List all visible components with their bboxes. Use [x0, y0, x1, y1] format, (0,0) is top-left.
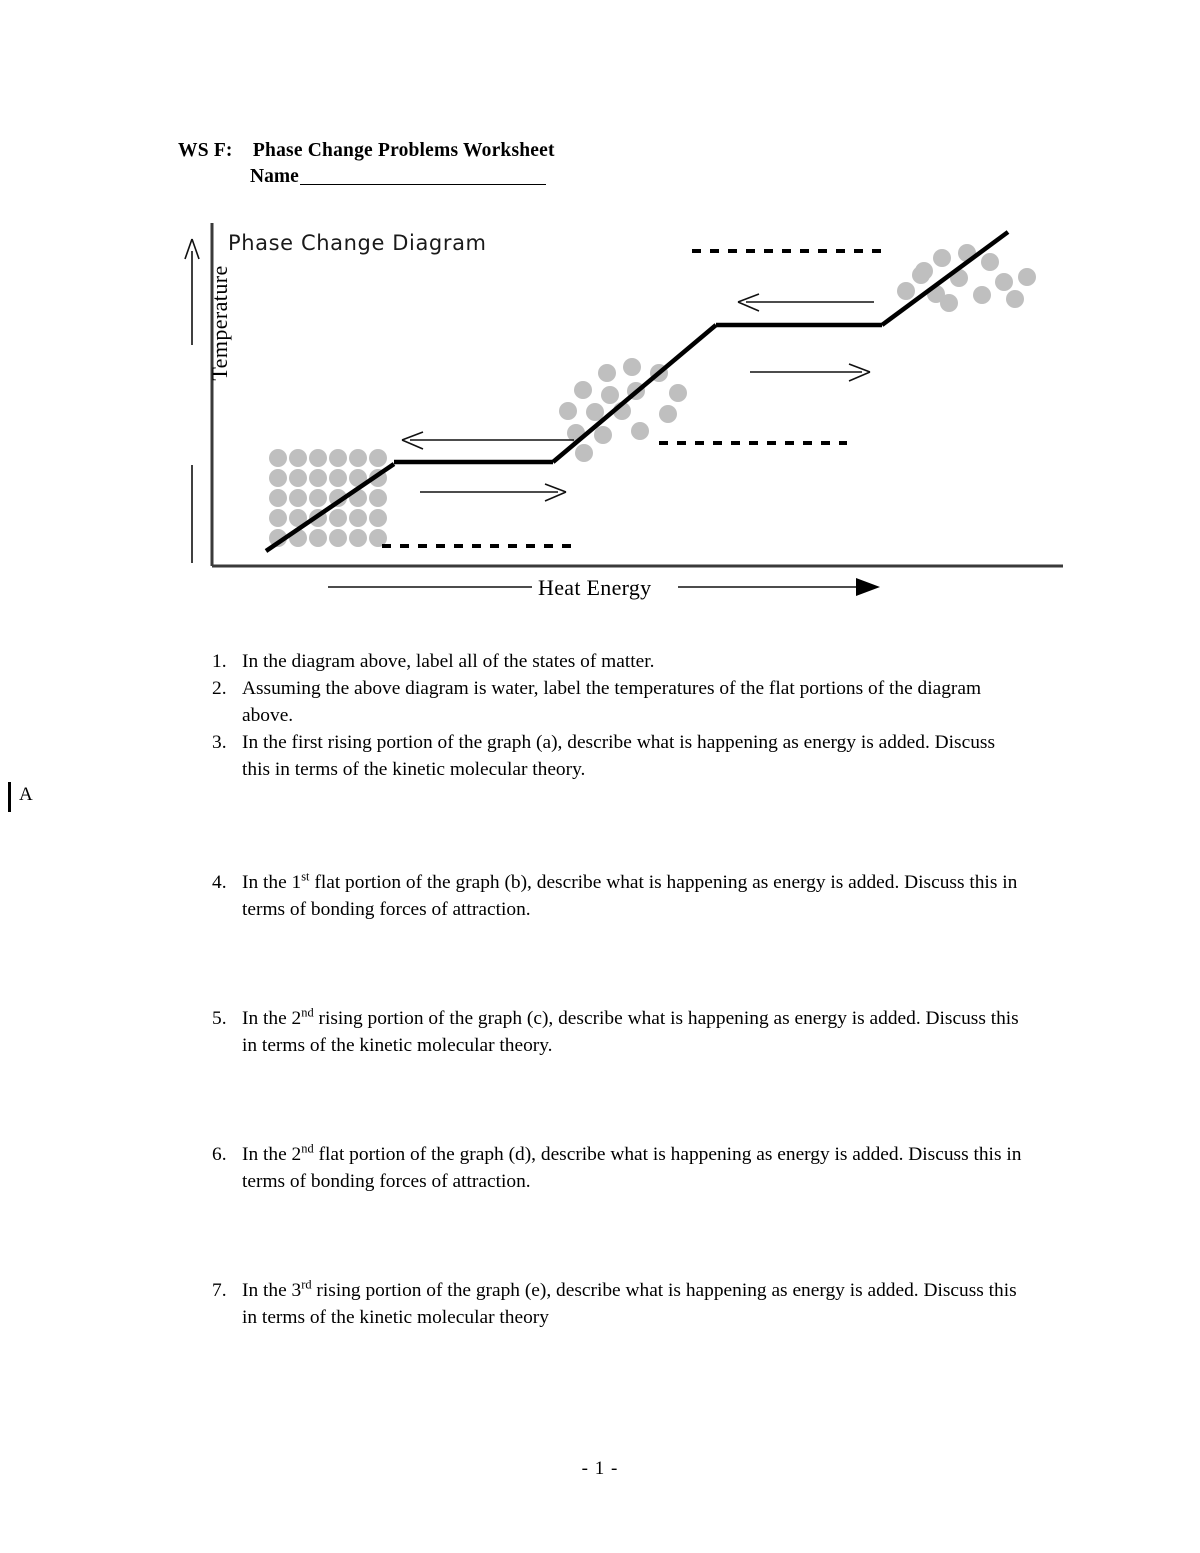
margin-letter: A: [19, 784, 33, 805]
arrow-left-above-second-plateau: [738, 294, 874, 311]
question-number: 3.: [212, 732, 227, 753]
solid-particle-cluster: [269, 449, 387, 547]
margin-change-bar: [8, 782, 11, 812]
y-axis-label: Temperature: [207, 265, 232, 381]
answer-space-4[interactable]: [212, 923, 1024, 1005]
gas-particle-cluster: [897, 244, 1036, 312]
ordinal-suffix: nd: [301, 1141, 314, 1156]
arrow-right-below-second-plateau: [750, 364, 870, 381]
question-text-suffix: rising portion of the graph (c), describe what is happening as energy is added. Discuss this in terms of the kinetic molecular theory.: [242, 1008, 1019, 1056]
question-number: 4.: [212, 872, 227, 893]
x-axis-label: Heat Energy: [538, 575, 652, 600]
question-text: [242, 1005, 1024, 1059]
phase-change-chart-svg: [170, 215, 1070, 605]
ordinal-suffix: st: [301, 869, 310, 884]
question-number: 7.: [212, 1280, 227, 1301]
question-number: 1.: [212, 651, 227, 672]
question-number: 5.: [212, 1008, 227, 1029]
page-number-footer: - 1 -: [581, 1458, 619, 1479]
x-axis-arrow-icon: [678, 578, 880, 596]
question-item-2: [212, 675, 1024, 729]
answer-space-6[interactable]: [212, 1195, 1024, 1277]
name-field-row: [250, 166, 1038, 188]
y-axis-arrow-icon: [185, 239, 199, 345]
ordinal-suffix: nd: [301, 1005, 314, 1020]
questions-list: [212, 648, 1024, 1331]
question-text: [242, 1141, 1024, 1195]
answer-space-3[interactable]: [212, 783, 1024, 869]
name-label: Name: [250, 166, 299, 187]
question-item-6: [212, 1141, 1024, 1195]
arrow-left-above-first-plateau: [402, 432, 574, 449]
question-text: In the diagram above, label all of the states of matter.: [242, 651, 655, 672]
question-item-7: [212, 1277, 1024, 1331]
name-blank-line[interactable]: [300, 183, 546, 185]
question-item-1: [212, 648, 1024, 675]
question-text-prefix: In the 2: [242, 1008, 302, 1029]
worksheet-header: [178, 140, 1038, 188]
question-text-prefix: In the 3: [242, 1280, 302, 1301]
question-text: In the first rising portion of the graph (a), describe what is happening as energy is added. Discuss this in terms of the kinetic molecular theory.: [242, 732, 995, 780]
question-text-prefix: In the 1: [242, 872, 302, 893]
ordinal-suffix: rd: [301, 1277, 312, 1292]
question-text-suffix: rising portion of the graph (e), describe what is happening as energy is added. Discuss this in terms of the kinetic molecular theory: [242, 1280, 1017, 1328]
question-number: 6.: [212, 1144, 227, 1165]
liquid-particle-cluster: [559, 358, 687, 462]
chart-title: Phase Change Diagram: [228, 231, 487, 255]
answer-space-5[interactable]: [212, 1059, 1024, 1141]
question-item-3: [212, 729, 1024, 783]
question-text-suffix: flat portion of the graph (b), describe what is happening as energy is added. Discuss this in terms of bonding forces of attraction.: [242, 872, 1018, 920]
page-title: WS F: Phase Change Problems Worksheet: [178, 140, 555, 161]
phase-change-diagram: [170, 215, 1070, 605]
margin-change-mark: [8, 782, 33, 812]
question-item-4: [212, 869, 1024, 923]
question-text-suffix: flat portion of the graph (d), describe what is happening as energy is added. Discuss this in terms of bonding forces of attraction.: [242, 1144, 1022, 1192]
question-text-prefix: In the 2: [242, 1144, 302, 1165]
question-number: 2.: [212, 678, 227, 699]
question-text: Assuming the above diagram is water, label the temperatures of the flat portions of the diagram above.: [242, 678, 982, 726]
arrow-right-below-first-plateau: [420, 484, 566, 501]
question-text: [242, 869, 1024, 923]
question-item-5: [212, 1005, 1024, 1059]
question-text: [242, 1277, 1024, 1331]
